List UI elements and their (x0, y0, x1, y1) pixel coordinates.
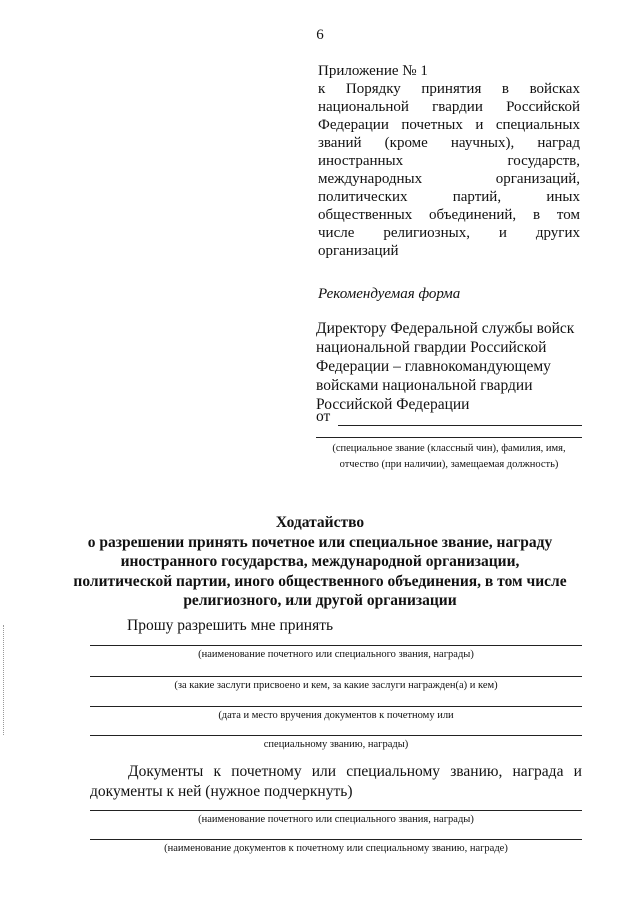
date-place-line[interactable] (90, 706, 582, 707)
documents-paragraph-word: к (213, 763, 222, 780)
annex-line (318, 170, 580, 188)
annex-word: иных (546, 189, 580, 205)
award-name-line-2[interactable] (90, 810, 582, 811)
addressee-line: Федерации – главнокомандующему (316, 358, 551, 375)
documents-paragraph-word: почетному (231, 763, 302, 780)
documents-paragraph-line1 (90, 762, 582, 782)
addressee-line: войсками национальной гвардии (316, 377, 533, 394)
annex-word: международных (318, 171, 423, 187)
petition-heading: Ходатайство (275, 514, 365, 531)
annex-word: организаций (318, 243, 399, 259)
annex-word: государств, (507, 153, 580, 169)
annex-word: в (501, 81, 509, 97)
annex-word: том (556, 207, 580, 223)
petition-subject-line: религиозного, или другой организации (183, 592, 457, 609)
annex-word: религиозных, (383, 225, 470, 241)
annex-line (318, 116, 580, 134)
annex-word: объединений, (429, 207, 517, 223)
documents-name-caption: (наименование документов к почетному или специальному званию, награде) (164, 843, 508, 854)
annex-word: партий, (452, 189, 502, 205)
annex-word: почетных (401, 117, 463, 133)
annex-line (318, 242, 580, 260)
documents-paragraph-word: Документы (128, 763, 204, 780)
annex-word: организаций, (495, 171, 580, 187)
documents-name-line[interactable] (90, 839, 582, 840)
annex-line (318, 98, 580, 116)
annex-line (318, 134, 580, 152)
documents-paragraph-word: званию, (450, 763, 503, 780)
annex-word: числе (318, 225, 355, 241)
petition-subject-line: о разрешении принять почетное или специальное звание, награду (87, 533, 553, 551)
petition-subject-line: политической партии, иного общественного объединения, в том числе (73, 572, 567, 590)
merits-line[interactable] (90, 676, 582, 677)
award-name-caption-2: (наименование почетного или специального звания, награды) (198, 814, 474, 825)
recommended-form-label: Рекомендуемая форма (318, 286, 461, 302)
petition-subject-line: иностранного государства, международной организации, (120, 553, 520, 570)
documents-paragraph-line2: документы к ней (нужное подчеркнуть) (90, 783, 353, 800)
documents-paragraph-word: специальному (346, 763, 441, 780)
annex-word: других (535, 225, 580, 241)
sender-blank-line[interactable] (316, 437, 582, 438)
annex-word: наград (537, 135, 580, 151)
annex-word: Порядку (345, 81, 401, 97)
annex-line (318, 224, 580, 242)
annex-word: Российской (506, 99, 580, 115)
annex-word: (кроме (384, 135, 428, 151)
petition-title (60, 513, 580, 611)
merits-caption: (за какие заслуги присвоено и кем, за какие заслуги награжден(а) и кем) (174, 680, 498, 691)
annex-word: и (498, 225, 507, 241)
page-number: 6 (316, 27, 324, 43)
annex-word: специальных (495, 117, 580, 133)
annex-word: научных), (450, 135, 515, 151)
annex-word: Приложение № 1 (318, 63, 428, 79)
annex-line (318, 80, 580, 98)
date-place-caption-2: специальному званию, награды) (263, 739, 409, 750)
documents-paragraph-word: и (573, 763, 582, 780)
date-place-line-2[interactable] (90, 735, 582, 736)
annex-word: войсках (529, 81, 580, 97)
date-place-caption: (дата и место вручения документов к почетному или (218, 710, 454, 721)
annex-line (318, 62, 580, 80)
annex-word: к (318, 81, 326, 97)
request-text: Прошу разрешить мне принять (127, 617, 334, 634)
annex-word: иностранных (318, 153, 404, 169)
addressee-line: национальной гвардии Российской (316, 339, 547, 356)
annex-block (318, 62, 580, 260)
annex-word: званий (318, 135, 362, 151)
addressee-line: Российской Федерации (316, 396, 470, 413)
documents-paragraph (90, 762, 582, 802)
from-blank-line[interactable] (338, 411, 582, 426)
award-name-line[interactable] (90, 645, 582, 646)
sender-caption-line: отчество (при наличии), замещаемая должность) (339, 459, 559, 470)
sender-caption-line: (специальное звание (классный чин), фамилия, имя, (332, 443, 566, 454)
annex-word: национальной (318, 99, 409, 115)
annex-line (318, 152, 580, 170)
sender-caption (306, 441, 592, 473)
from-field[interactable] (316, 408, 582, 426)
addressee-line: Директору Федеральной службы войск (316, 320, 575, 337)
annex-word: принятия (421, 81, 482, 97)
annex-line (318, 188, 580, 206)
award-name-caption: (наименование почетного или специального звания, награды) (198, 649, 474, 660)
from-label: от (316, 408, 331, 425)
documents-paragraph-word: или (311, 763, 337, 780)
documents-paragraph-word: награда (512, 763, 564, 780)
annex-line (318, 206, 580, 224)
annex-word: и (475, 117, 484, 133)
annex-word: гвардии (432, 99, 483, 115)
annex-word: в (533, 207, 541, 223)
annex-word: общественных (318, 207, 413, 223)
annex-word: политических (318, 189, 408, 205)
annex-word: Федерации (318, 117, 389, 133)
addressee-block (316, 319, 586, 414)
margin-scan-mark (3, 625, 6, 735)
